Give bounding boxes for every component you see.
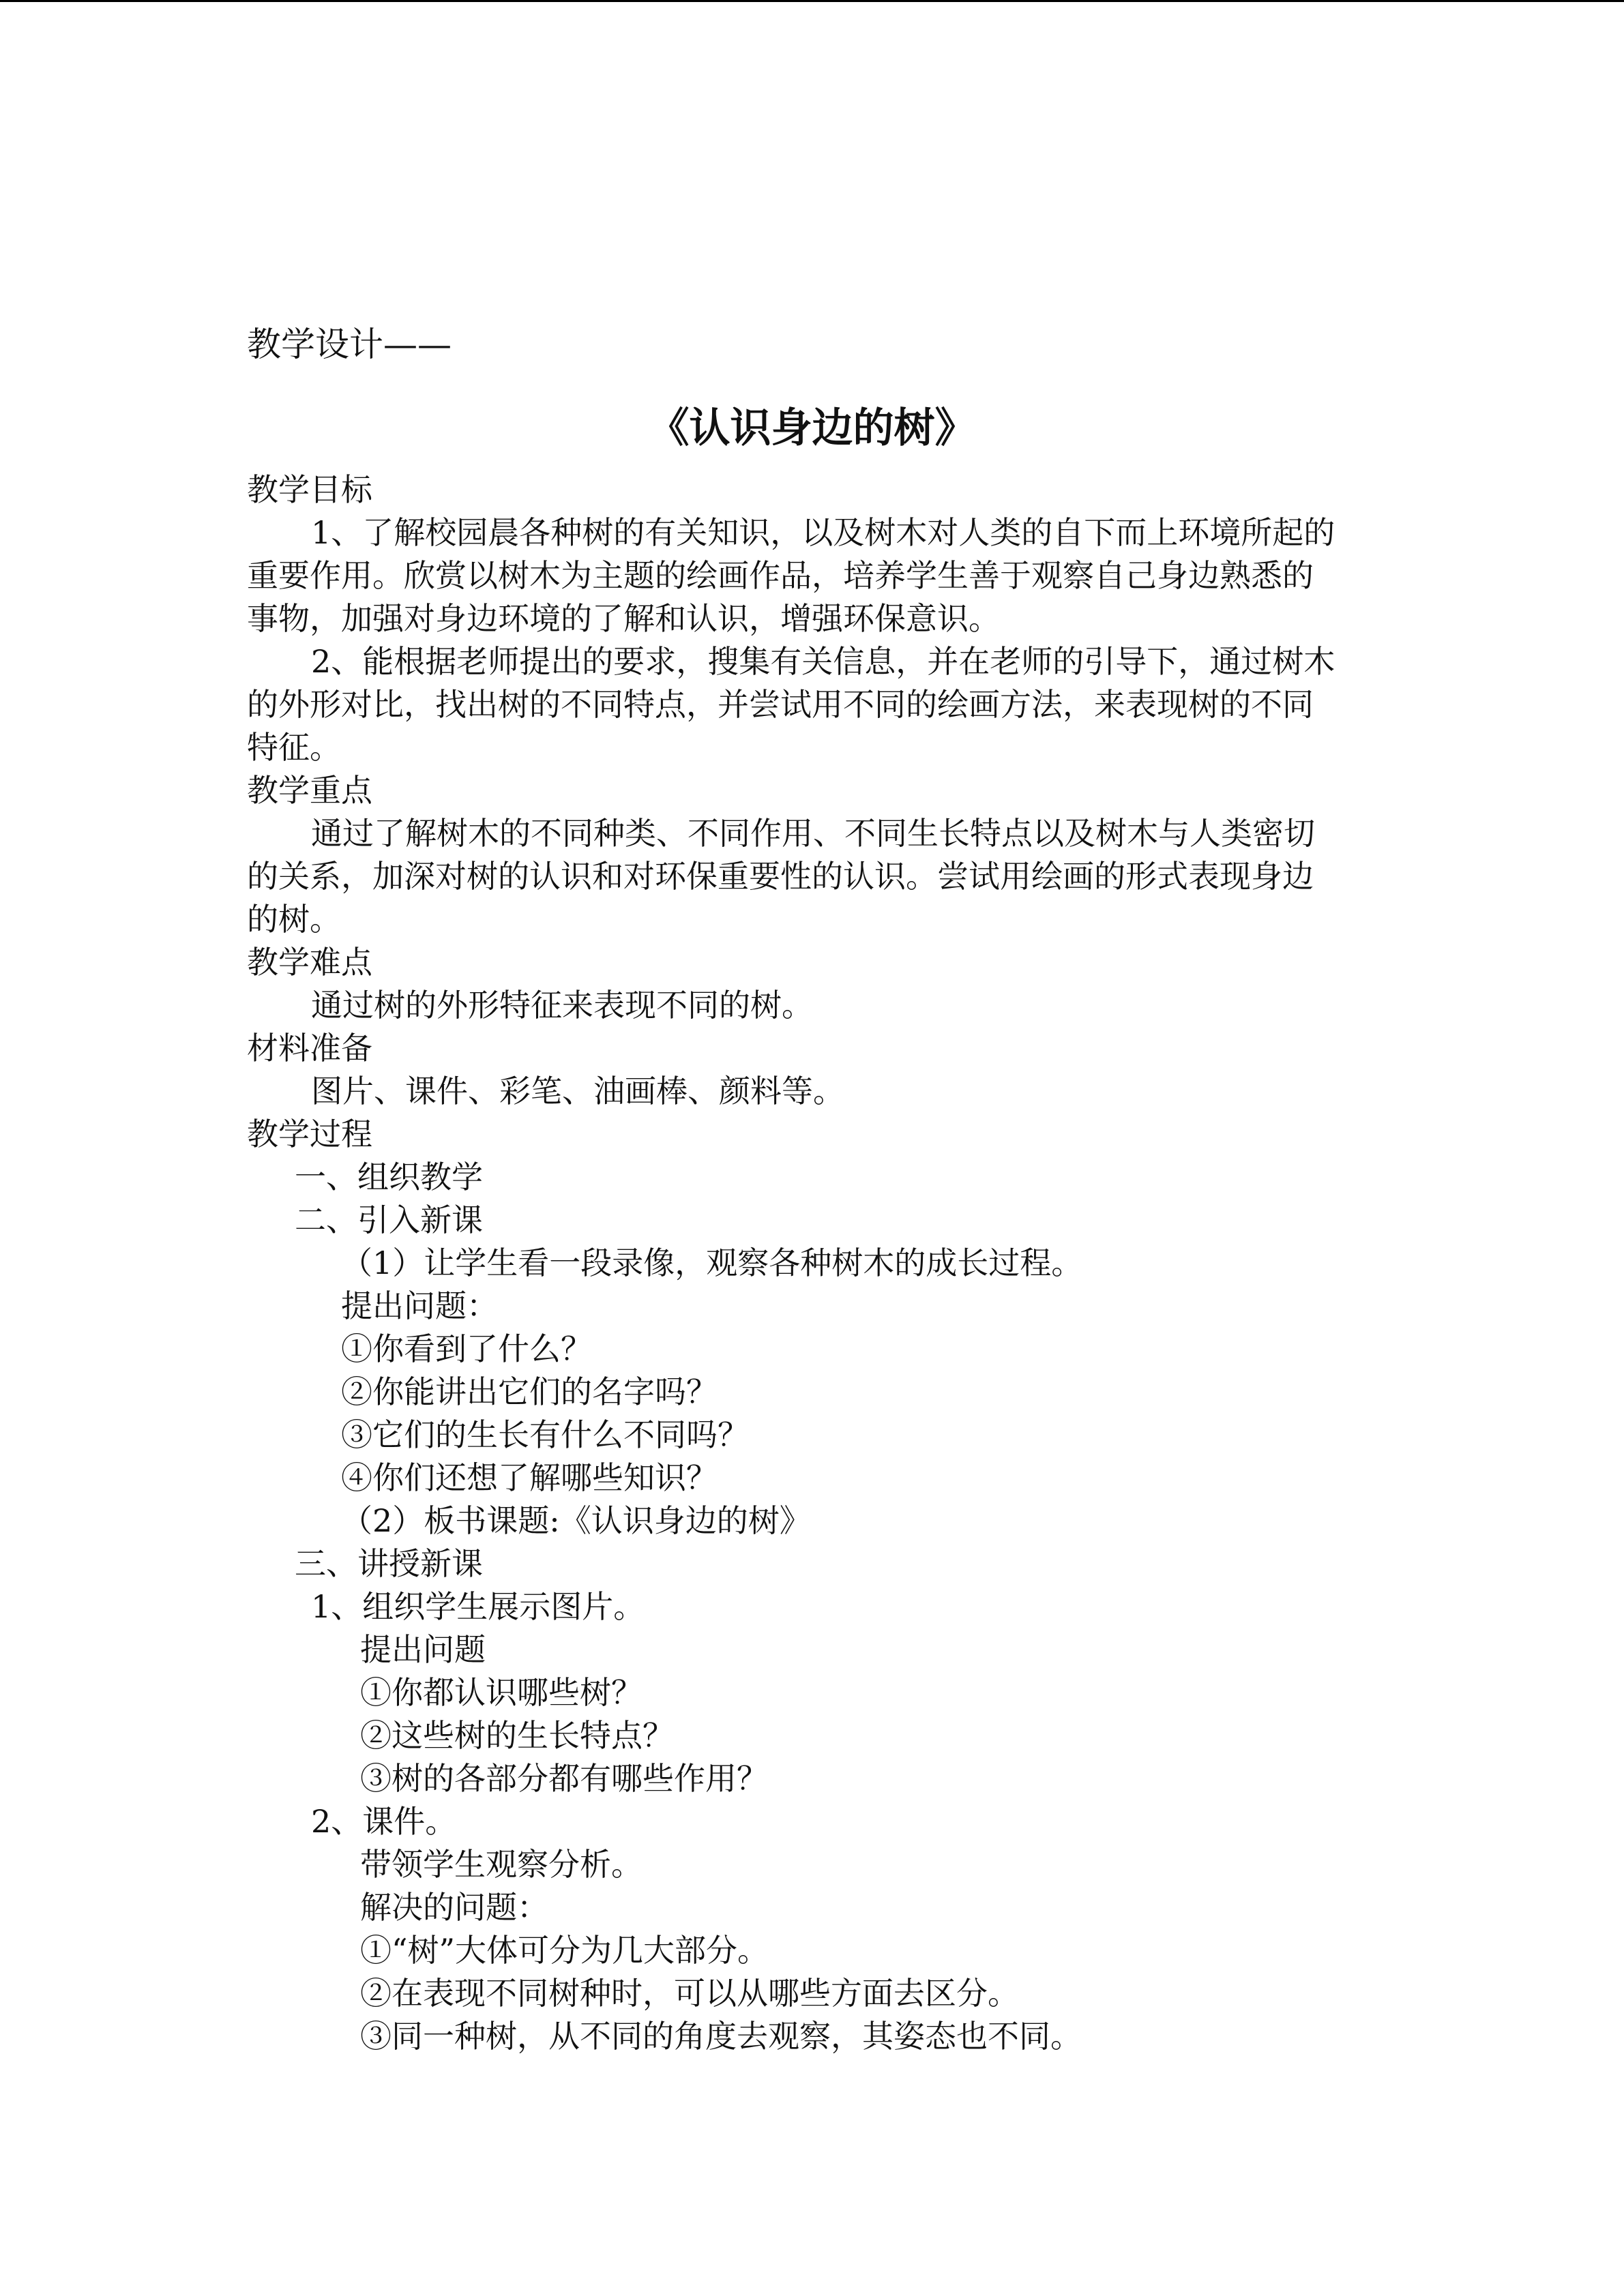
document-title: 《认识身边的树》 <box>648 404 976 452</box>
process-sub-2: 2、课件。 <box>311 1803 457 1840</box>
process-sub-1-item-3: ②这些树的生长特点？ <box>360 1717 674 1754</box>
key-points-line-1: 通过了解树木的不同种类、不同作用、不同生长特点以及树木与人类密切 <box>311 815 1315 852</box>
section-heading-materials: 材料准备 <box>247 1030 372 1067</box>
process-step-2: 二、引入新课 <box>295 1202 483 1238</box>
key-points-line-2: 的关系，加深对树的认识和对环保重要性的认识。尝试用绘画的形式表现身边 <box>247 858 1314 895</box>
section-heading-process: 教学过程 <box>247 1116 372 1152</box>
process-sub-2-item-2: 解决的问题： <box>360 1889 548 1926</box>
objective-1-line-3: 事物，加强对身边环境的了解和认识，增强环保意识。 <box>247 600 1000 637</box>
document-pre-heading: 教学设计—— <box>247 325 452 364</box>
section-heading-key-points: 教学重点 <box>247 772 372 809</box>
process-step-2-item-5: ③它们的生长有什么不同吗？ <box>341 1416 749 1453</box>
process-step-2-item-2: 提出问题： <box>341 1287 498 1324</box>
process-sub-2-item-3: ①“树”大体可分为几大部分。 <box>360 1932 769 1969</box>
process-step-2-item-1: （1）让学生看一段录像，观察各种树木的成长过程。 <box>341 1244 1083 1281</box>
process-step-2-item-6: ④你们还想了解哪些知识？ <box>341 1459 718 1496</box>
objective-2-line-2: 的外形对比，找出树的不同特点，并尝试用不同的绘画方法，来表现树的不同 <box>247 686 1314 723</box>
materials-line: 图片、课件、彩笔、油画棒、颜料等。 <box>311 1073 844 1109</box>
process-sub-1-item-4: ③树的各部分都有哪些作用？ <box>360 1760 768 1797</box>
process-sub-2-item-4: ②在表现不同树种时，可以从哪些方面去区分。 <box>360 1975 1019 2012</box>
process-sub-2-item-5: ③同一种树，从不同的角度去观察，其姿态也不同。 <box>360 2018 1082 2055</box>
objective-2-line-1: 2、能根据老师提出的要求，搜集有关信息，并在老师的引导下，通过树木 <box>311 643 1335 680</box>
objective-1-line-2: 重要作用。欣赏以树木为主题的绘画作品，培养学生善于观察自己身边熟悉的 <box>247 557 1314 594</box>
process-sub-2-item-1: 带领学生观察分析。 <box>360 1846 643 1883</box>
process-sub-1-item-2: ①你都认识哪些树？ <box>360 1674 643 1711</box>
process-sub-1: 1、组织学生展示图片。 <box>311 1588 645 1625</box>
difficulties-line: 通过树的外形特征来表现不同的树。 <box>311 987 813 1024</box>
process-step-3: 三、讲授新课 <box>295 1545 483 1582</box>
process-sub-1-item-1: 提出问题 <box>360 1631 486 1668</box>
objective-1-line-1: 1、了解校园晨各种树的有关知识，以及树木对人类的自下而上环境所起的 <box>311 514 1335 551</box>
process-step-2-item-4: ②你能讲出它们的名字吗？ <box>341 1373 718 1410</box>
section-heading-difficulties: 教学难点 <box>247 944 372 981</box>
section-heading-objectives: 教学目标 <box>247 471 372 508</box>
key-points-line-3: 的树。 <box>247 901 341 938</box>
process-step-2-item-3: ①你看到了什么？ <box>341 1330 592 1367</box>
process-step-1: 一、组织教学 <box>295 1159 483 1195</box>
objective-2-line-3: 特征。 <box>247 729 341 766</box>
process-step-2-item-7: （2）板书课题:《认识身边的树》 <box>341 1502 811 1539</box>
